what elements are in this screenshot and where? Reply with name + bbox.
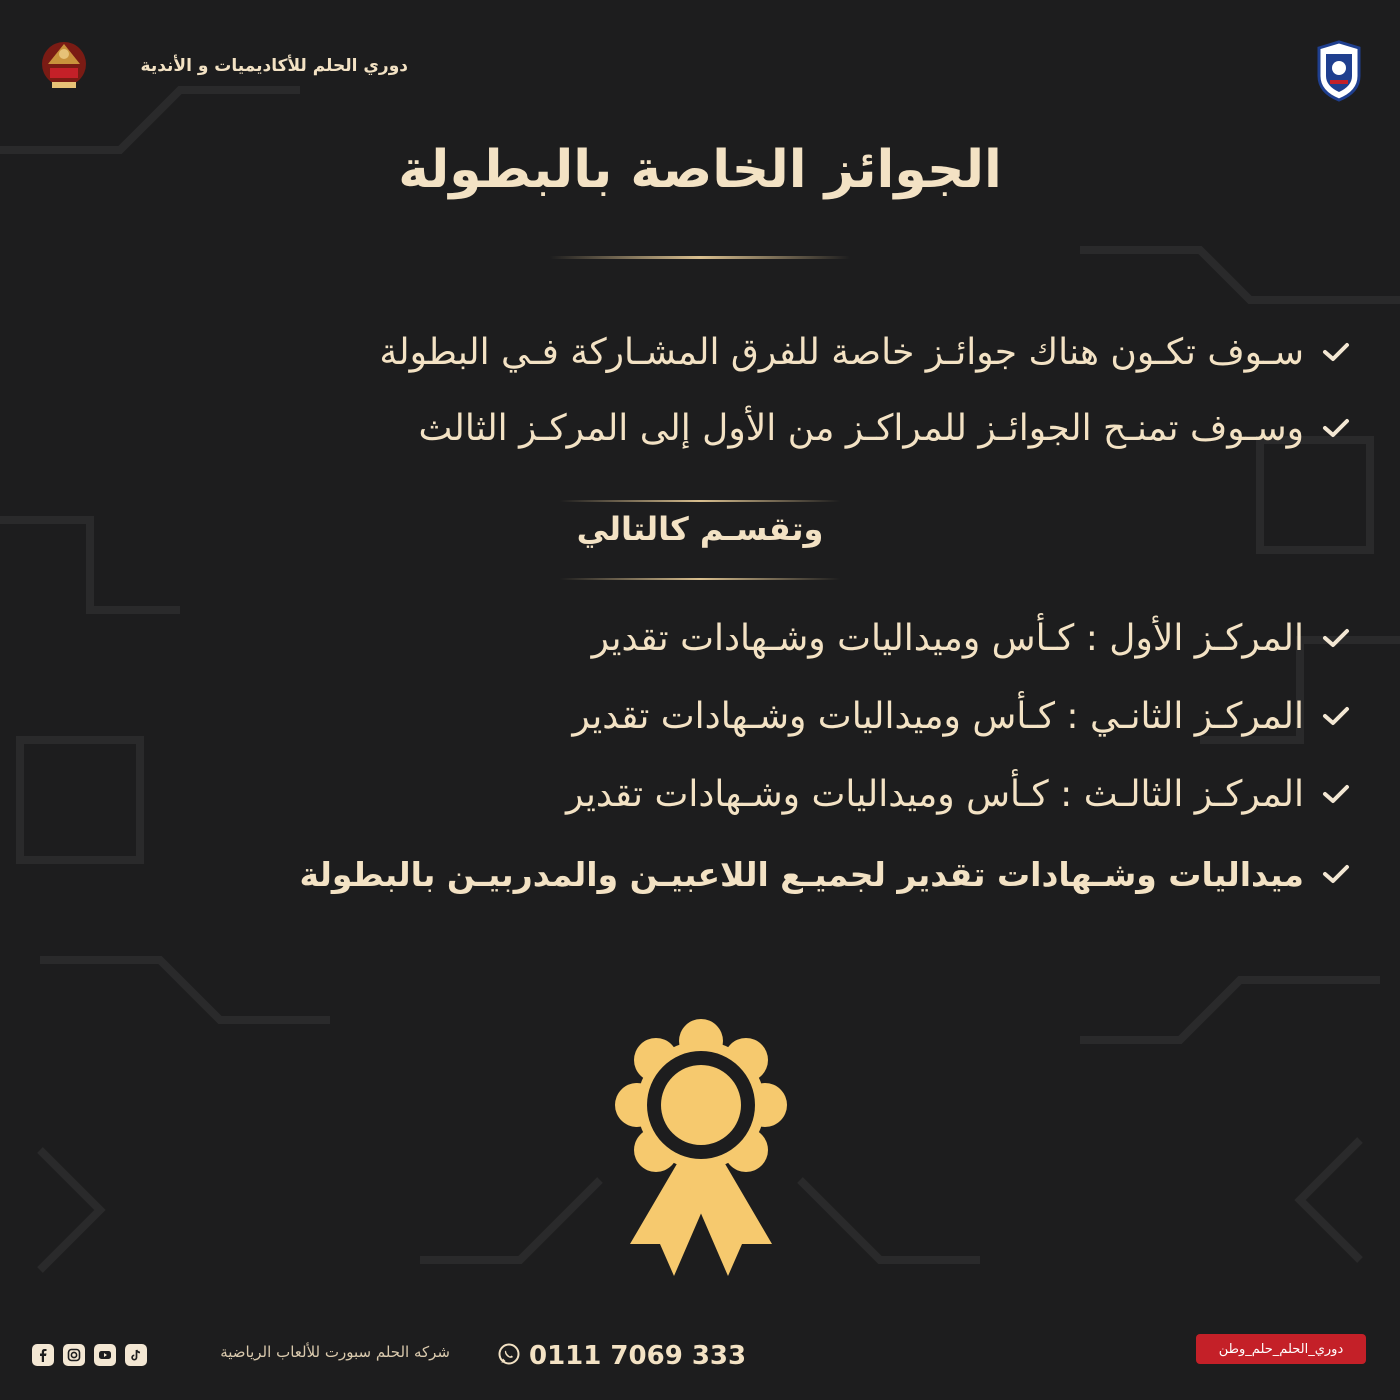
whatsapp-icon xyxy=(497,1342,521,1370)
social-links xyxy=(32,1344,147,1366)
subheading-divider-bottom xyxy=(560,578,840,580)
club-shield-logo xyxy=(1314,40,1364,102)
tiktok-icon[interactable] xyxy=(125,1344,147,1366)
company-name: شركه الحلم سبورت للألعاب الرياضية xyxy=(220,1343,450,1361)
check-icon xyxy=(1316,854,1356,894)
dream-league-logo xyxy=(38,38,90,94)
intro-line xyxy=(120,398,1356,458)
title-divider xyxy=(550,256,850,259)
league-name: دوري الحلم للأكاديميات و الأندية xyxy=(140,56,408,76)
check-icon xyxy=(1316,408,1356,448)
phone-contact[interactable] xyxy=(497,1336,747,1376)
prize-line xyxy=(120,608,1356,668)
prize-text: المركـز الثالـث : كـأس وميداليات وشـهادات تقدير xyxy=(566,773,1304,815)
prize-line xyxy=(120,764,1356,824)
instagram-icon[interactable] xyxy=(63,1344,85,1366)
phone-number: 0111 7069 333 xyxy=(529,1341,747,1371)
youtube-icon[interactable] xyxy=(94,1344,116,1366)
prize-line xyxy=(120,686,1356,746)
subheading-divider-top xyxy=(560,500,840,502)
check-icon xyxy=(1316,332,1356,372)
check-icon xyxy=(1316,618,1356,658)
subheading: وتقسـم كالتالي xyxy=(576,510,824,548)
hashtag-badge: دوري_الحلم_حلم_وطن xyxy=(1196,1334,1366,1364)
final-line xyxy=(120,844,1356,904)
prize-text: المركـز الأول : كـأس وميداليات وشـهادات تقدير xyxy=(591,617,1304,659)
final-text: ميداليات وشـهادات تقدير لجميـع اللاعبيـن والمدربيـن بالبطولة xyxy=(299,854,1304,894)
prize-text: المركـز الثانـي : كـأس وميداليات وشـهادات تقدير xyxy=(572,695,1304,737)
check-icon xyxy=(1316,696,1356,736)
intro-line xyxy=(120,322,1356,382)
facebook-icon[interactable] xyxy=(32,1344,54,1366)
award-ribbon-icon xyxy=(608,1012,794,1284)
intro-text: سـوف تكـون هناك جوائـز خاصة للفرق المشـاركة فـي البطولة xyxy=(379,331,1304,373)
check-icon xyxy=(1316,774,1356,814)
page-title: الجوائز الخاصة بالبطولة xyxy=(398,140,1002,200)
intro-text: وسـوف تمنـح الجوائـز للمراكـز من الأول إلى المركـز الثالث xyxy=(418,407,1304,449)
